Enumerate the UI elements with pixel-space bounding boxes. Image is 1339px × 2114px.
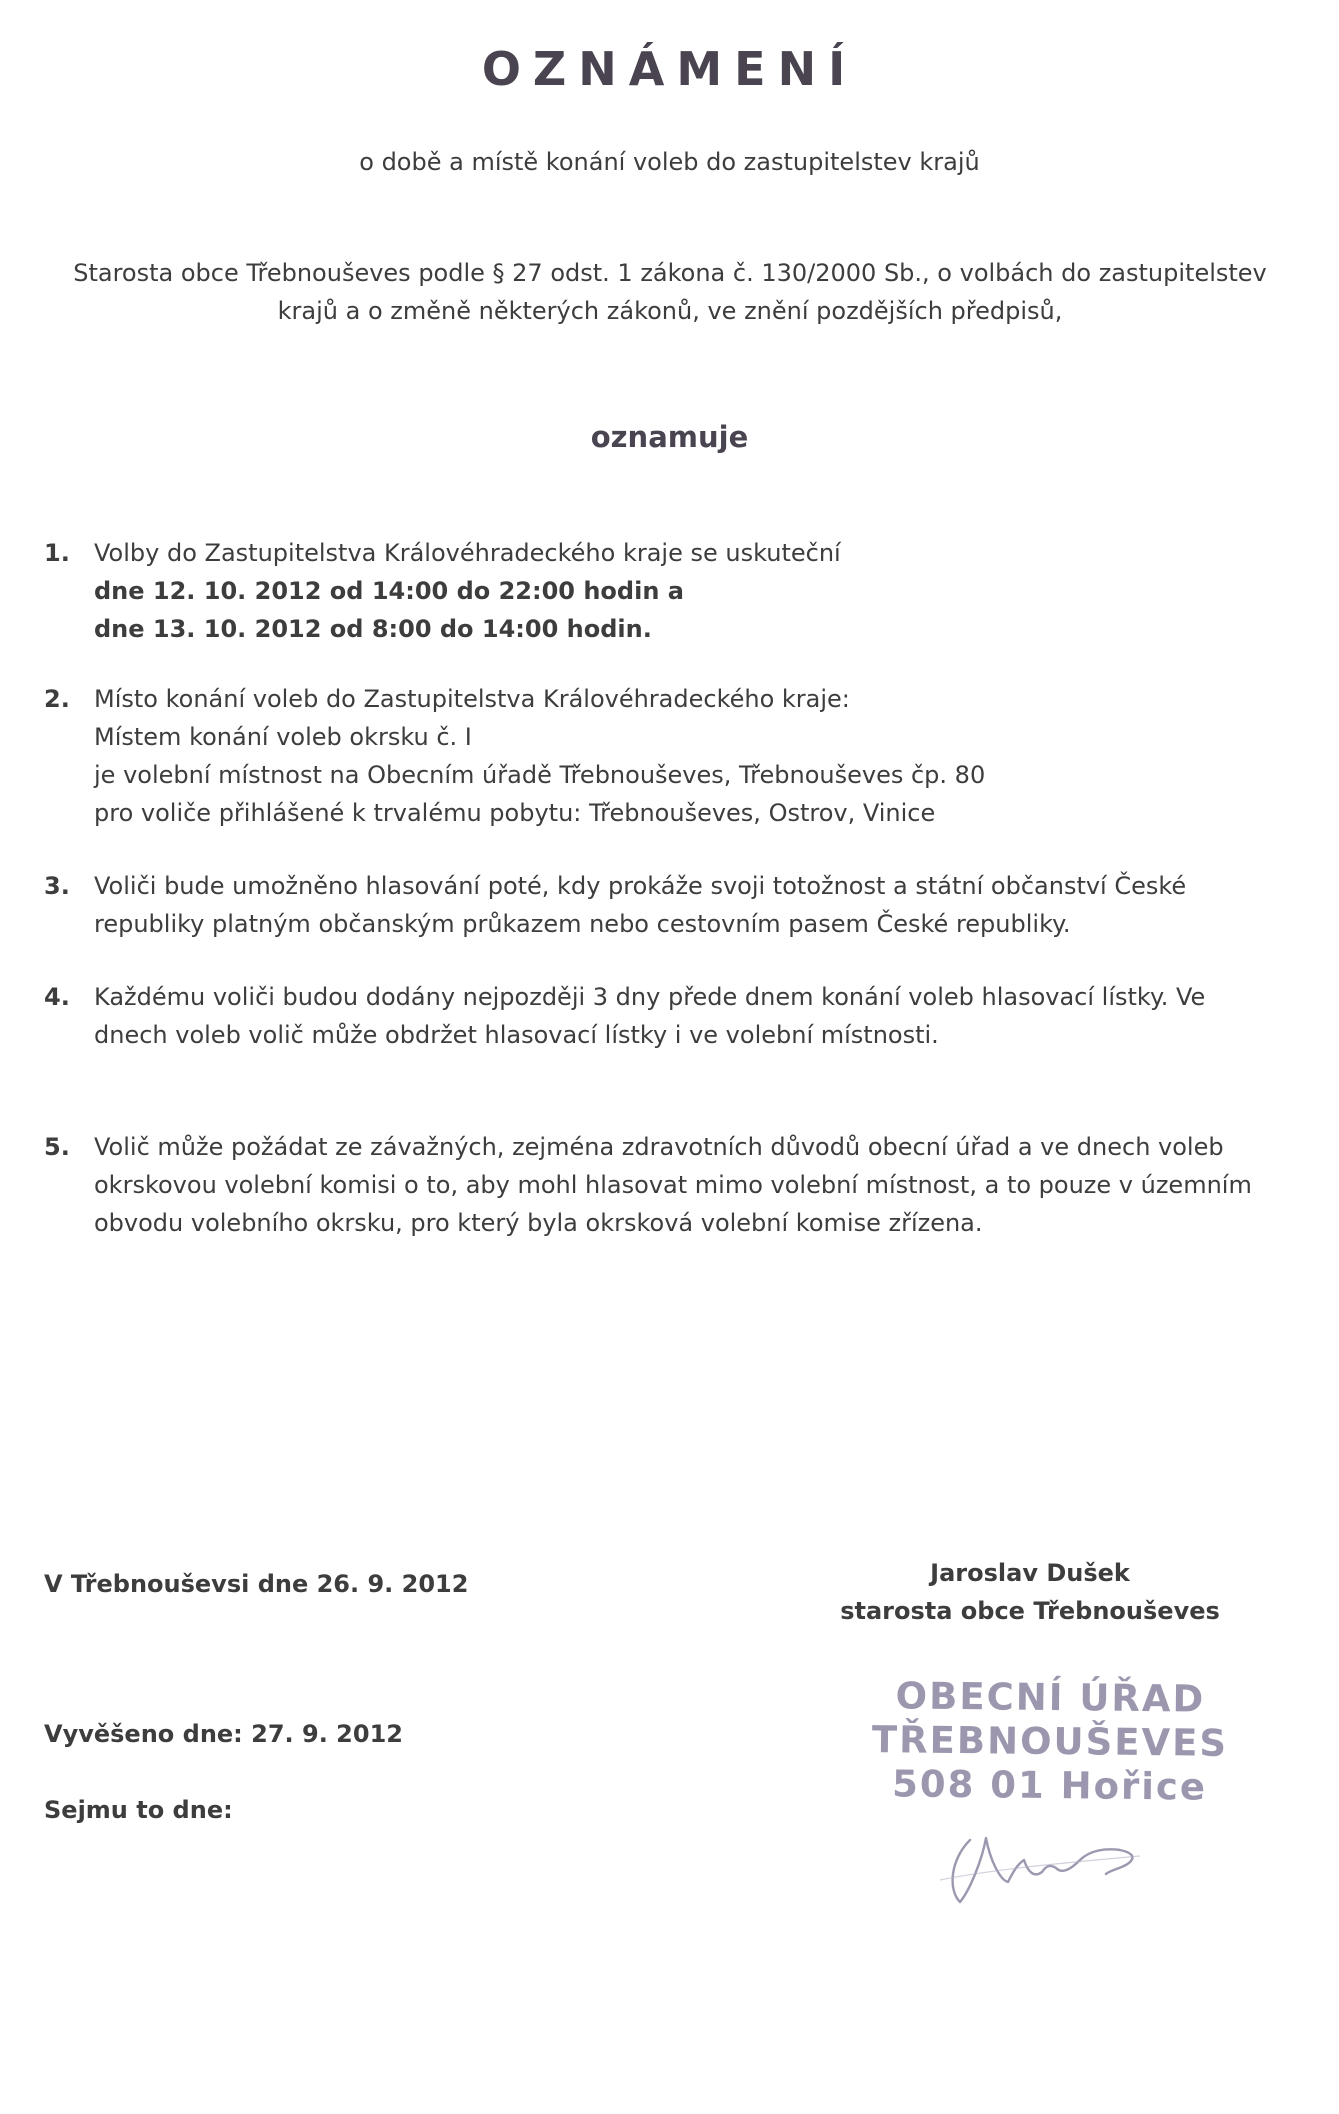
election-date-1: dne 12. 10. 2012 od 14:00 do 22:00 hodin a — [94, 577, 684, 605]
item-line: okrskovou volební komisi o to, aby mohl hlasovat mimo volební místnost, a to pouze v územním — [94, 1171, 1252, 1199]
item-number: 4. — [44, 983, 70, 1011]
signatory-block — [780, 1554, 1280, 1630]
item-number: 5. — [44, 1133, 70, 1161]
item-line: dnech voleb volič může obdržet hlasovací lístky i ve volební místnosti. — [94, 1021, 939, 1049]
office-stamp — [859, 1674, 1240, 1810]
item-text — [94, 680, 1294, 832]
item-number: 2. — [44, 685, 70, 713]
posted-date: Vyvěšeno dne: 27. 9. 2012 — [44, 1720, 403, 1748]
item-line: Místem konání voleb okrsku č. I — [94, 723, 472, 751]
stamp-line: OBECNÍ ÚŘAD — [895, 1674, 1206, 1721]
place-and-date: V Třebnouševsi dne 26. 9. 2012 — [44, 1570, 469, 1598]
document-title: OZNÁMENÍ — [481, 42, 858, 96]
item-text — [94, 1128, 1294, 1242]
item-line: Volič může požádat ze závažných, zejména zdravotních důvodů obecní úřad a ve dnech voleb — [94, 1133, 1224, 1161]
item-line: Volby do Zastupitelstva Královéhradeckého kraje se uskuteční — [94, 539, 841, 567]
item-text — [94, 867, 1294, 943]
item-line: Voliči bude umožněno hlasování poté, kdy prokáže svoji totožnost a státní občanství České — [94, 872, 1187, 900]
item-number: 3. — [44, 872, 70, 900]
handwritten-signature — [930, 1820, 1180, 1910]
item-text — [94, 534, 1294, 648]
item-line: obvodu volebního okrsku, pro který byla okrsková volební komise zřízena. — [94, 1209, 983, 1237]
intro-line: Starosta obce Třebnouševes podle § 27 odst. 1 zákona č. 130/2000 Sb., o volbách do zastupitelstev — [73, 259, 1267, 287]
item-line: je volební místnost na Obecním úřadě Třebnouševes, Třebnouševes čp. 80 — [94, 761, 986, 789]
item-number: 1. — [44, 539, 70, 567]
item-line: Místo konání voleb do Zastupitelstva Královéhradeckého kraje: — [94, 685, 850, 713]
election-date-2: dne 13. 10. 2012 od 8:00 do 14:00 hodin. — [94, 615, 652, 643]
intro-paragraph — [50, 254, 1290, 330]
signatory-name: Jaroslav Dušek — [930, 1559, 1130, 1587]
item-line: pro voliče přihlášené k trvalému pobytu: Třebnouševes, Ostrov, Vinice — [94, 799, 936, 827]
item-line: Každému voliči budou dodány nejpozději 3 dny přede dnem konání voleb hlasovací lístky. Ve — [94, 983, 1206, 1011]
announces-heading: oznamuje — [590, 420, 749, 454]
intro-line: krajů a o změně některých zákonů, ve znění pozdějších předpisů, — [277, 297, 1063, 325]
signatory-title: starosta obce Třebnouševes — [840, 1597, 1220, 1625]
document-subtitle: o době a místě konání voleb do zastupitelstev krajů — [359, 148, 980, 176]
item-line: republiky platným občanským průkazem nebo cestovním pasem České republiky. — [94, 910, 1071, 938]
removed-date: Sejmu to dne: — [44, 1796, 233, 1824]
stamp-line: 508 01 Hořice — [891, 1762, 1208, 1809]
stamp-line: TŘEBNOUŠEVES — [871, 1718, 1229, 1765]
item-text — [94, 978, 1294, 1054]
